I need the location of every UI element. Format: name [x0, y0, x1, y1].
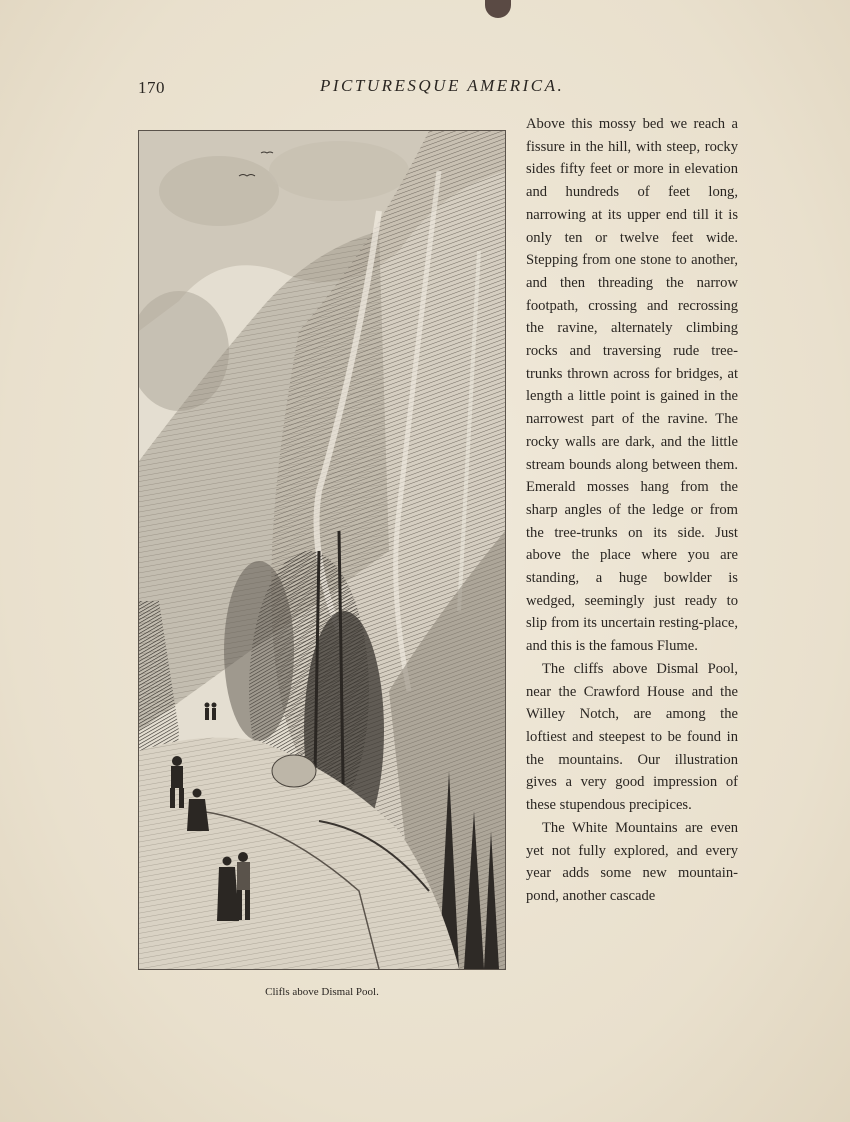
page-number: 170	[138, 78, 165, 97]
body-text	[526, 113, 738, 908]
running-head: PICTURESQUE AMERICA.	[320, 76, 565, 95]
pin-hole	[485, 0, 511, 18]
engraving-illustration	[138, 130, 506, 970]
illustration-caption: Clifls above Dismal Pool.	[265, 986, 379, 998]
paragraph: The White Mountains are even yet not fully explored, and every year adds some new mountain-pond, another cascade	[526, 819, 738, 904]
paragraph: Above this mossy bed we reach a fissure in the hill, with steep, rocky sides fifty feet or more in elevation and hundreds of feet long, narrowing at its upper end till it is only ten or twelve feet wide. Stepping from one stone to another, and then threading the narrow footpath, crossing and recrossing the ravine, alternately climbing rocks and traversing rude tree-trunks thrown across for bridges, at length a little point is gained in the narrowest part of the ravine. The rocky walls are dark, and the little stream bounds along between them. Emerald mosses hang from the sharp angles of the ledge or from the tree-trunks on its side. Just above the place where you are standing, a huge bowlder is wedged, seemingly just ready to slip from its uncertain resting-place, and this is the famous Flume.	[526, 116, 738, 655]
paragraph: The cliffs above Dismal Pool, near the Crawford House and the Willey Notch, are among the loftiest and steepest to be found in the mountains. Our illustration gives a very good impression of these stupendous precipices.	[526, 660, 738, 814]
